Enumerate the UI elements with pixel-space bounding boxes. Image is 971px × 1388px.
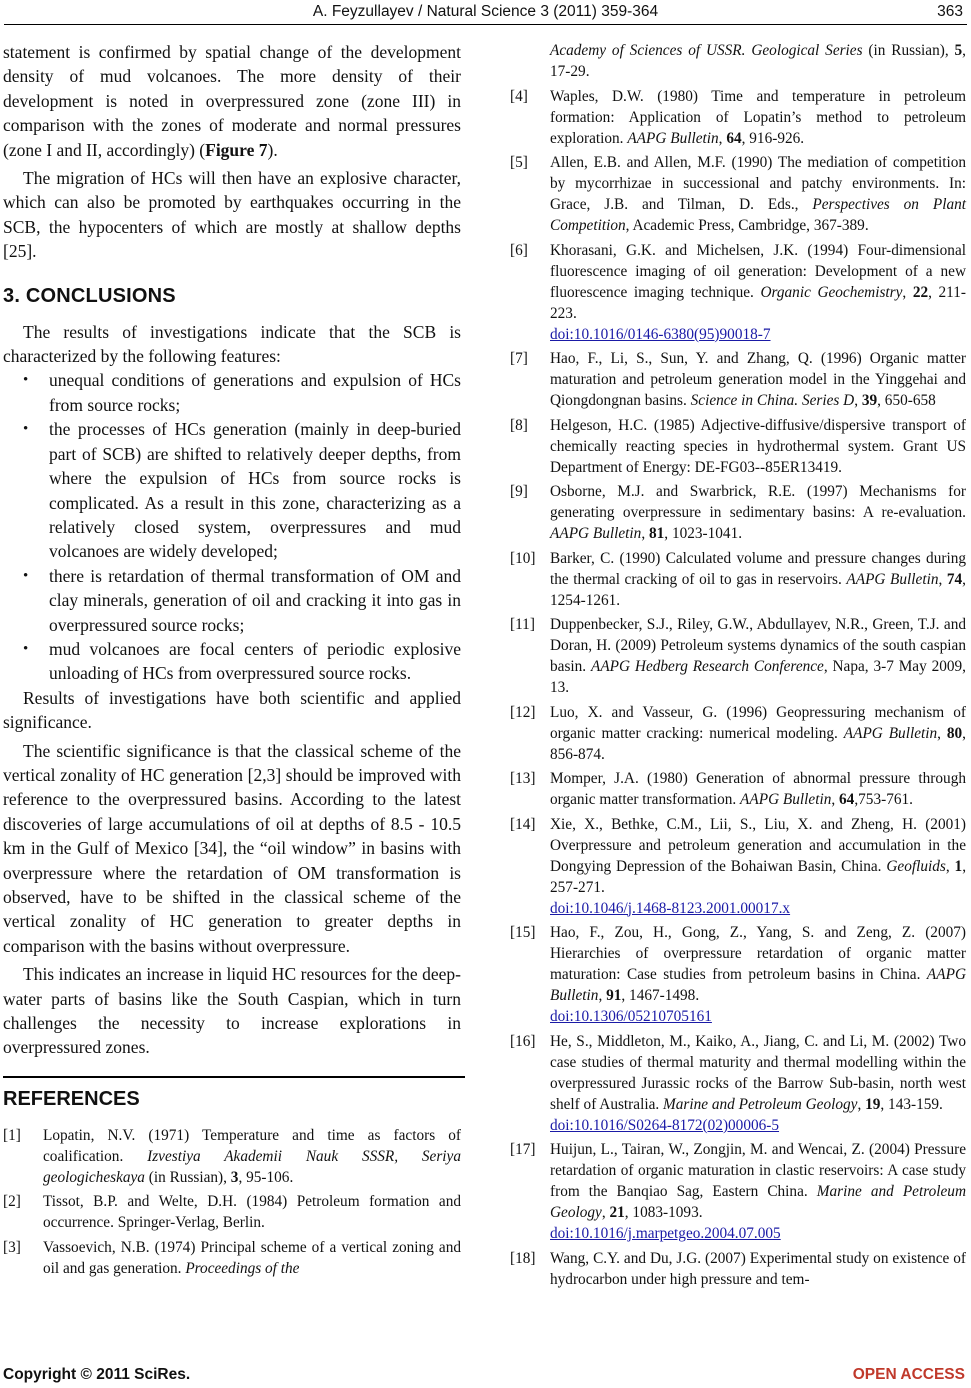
conclusions-list — [3, 368, 461, 685]
reference-text: Allen, E.B. and Allen, M.F. (1990) The mediation of competition by mycorrhizae in successional and patchy environments. In: Grace, J.B. and Tilman, D. Eds., Perspectives on Plant Competition, Academic Press, Cambridge, 367-389. — [550, 154, 967, 234]
reference-text: Luo, X. and Vasseur, G. (1996) Geopressuring mechanism of organic matter cracking: numerical modeling. AAPG Bulletin, 80, 856-874. — [550, 703, 966, 763]
doi-link[interactable]: doi:10.1046/j.1468-8123.2001.00017.x — [550, 899, 791, 917]
doi-link[interactable]: doi:10.1016/0146-6380(95)90018-7 — [550, 325, 771, 343]
reference-item — [510, 1139, 966, 1244]
reference-text: Xie, X., Bethke, C.M., Lii, S., Liu, X. and Zheng, H. (2001) Overpressure and petroleum generation and accumulation in the Dongying Depression of the Bohaiwan Basin, China. Geofluids, 1, 257-271. — [550, 815, 967, 896]
reference-number: [16] — [510, 1032, 536, 1050]
reference-number: [17] — [510, 1141, 536, 1158]
reference-item — [510, 348, 966, 411]
reference-number: [6] — [510, 241, 528, 259]
reference-number: [15] — [510, 924, 536, 941]
figure-link[interactable]: Figure 7 — [205, 139, 268, 160]
reference-item — [510, 481, 966, 544]
reference-text: Tissot, B.P. and Welte, D.H. (1984) Petroleum formation and occurrence. Springer-Verlag, Berlin. — [43, 1193, 461, 1232]
paragraph: The results of investigations indicate that the SCB is characterized by the following features: — [3, 321, 461, 367]
reference-number: [9] — [510, 483, 528, 500]
reference-item — [510, 614, 966, 698]
header-rule — [4, 24, 967, 25]
reference-item — [510, 152, 966, 236]
paragraph: Results of investigations have both scientific and applied significance. — [3, 687, 461, 733]
reference-text: Wang, C.Y. and Du, J.G. (2007) Experimental study on existence of hydrocarbon under high pressure and tem- — [550, 1249, 966, 1288]
reference-number: [1] — [3, 1126, 21, 1144]
reference-number: [11] — [510, 616, 535, 633]
reference-item — [3, 1191, 461, 1233]
page-number: 363 — [937, 3, 963, 20]
reference-number: [7] — [510, 350, 528, 367]
reference-number: [5] — [510, 154, 528, 171]
references-heading: REFERENCES — [3, 1087, 140, 1110]
reference-text: Momper, J.A. (1980) Generation of abnormal pressure through organic matter transformation. AAPG Bulletin, 64,753-761. — [550, 770, 966, 808]
reference-text: Helgeson, H.C. (1985) Adjective-diffusive/dispersive transport of chemically reacting species in hydrothermal system. Grant US Department of Energy: DE-FG03--85ER13419. — [550, 416, 966, 476]
reference-text: Hao, F., Li, S., Sun, Y. and Zhang, Q. (1996) Organic matter maturation and petroleum generation model in the Yinggehai and Qiongdongnan basins. Science in China. Series D, 39, 650-658 — [550, 350, 966, 409]
reference-text: Hao, F., Zou, H., Gong, Z., Yang, S. and Zeng, Z. (2007) Hierarchies of overpressure retardation of organic matter maturation: Case studies from petroleum basins in China. AAPG Bulletin, 91, 1467-1498. — [550, 924, 966, 1004]
reference-text: Khorasani, G.K. and Michelsen, J.K. (1994) Four-dimensional fluorescence imaging of oil generation: Development of a new fluorescence imaging technique. Organic Geochemistry, 22, 211-223. — [550, 241, 966, 322]
doi-link[interactable]: doi:10.1306/05210705161 — [550, 1008, 712, 1025]
reference-item — [510, 86, 966, 149]
reference-item — [510, 1248, 966, 1290]
paragraph: The migration of HCs will then have an explosive character, which can also be promoted by earthquakes occurring in the SCB, the hypocenters of which are mostly at shallow depths [25]. — [3, 168, 461, 262]
reference-item — [510, 415, 966, 478]
running-title: A. Feyzullayev / Natural Science 3 (2011) 359-364 — [312, 3, 659, 20]
reference-list-left — [3, 1125, 461, 1279]
reference-number: [10] — [510, 549, 536, 567]
reference-item — [510, 702, 966, 765]
reference-number: [14] — [510, 815, 536, 833]
reference-number: [3] — [3, 1238, 21, 1256]
section-heading: 3. CONCLUSIONS — [3, 284, 176, 307]
right-column — [510, 40, 966, 1293]
reference-text: Duppenbecker, S.J., Riley, G.W., Abdullayev, N.R., Green, T.J. and Doran, H. (2009) Petroleum systems dynamics of the south caspian basin. AAPG Hedberg Research Conference, Napa, 3-7 May 2009, 13. — [550, 616, 966, 696]
reference-item — [3, 1237, 461, 1279]
paragraph: This indicates an increase in liquid HC resources for the deep-water parts of basins like the South Caspian, which in turn challenges the necessity to increase explorations in overpressured zones. — [3, 964, 461, 1058]
reference-number: [4] — [510, 87, 528, 105]
references-rule — [3, 1076, 465, 1078]
reference-text: Osborne, M.J. and Swarbrick, R.E. (1997) Mechanisms for generating overpressure in sedimentary basins: A re-evaluation. AAPG Bulletin, 81, 1023-1041. — [550, 483, 966, 542]
reference-text: Huijun, L., Tairan, W., Zongjin, M. and Wencai, Z. (2004) Pressure retardation of organic maturation in clastic reservoirs: A case study from the Banqiao Sag, Eastern China. Marine and Petroleum Geology, 21, 1083-1093. — [550, 1141, 966, 1221]
reference-text: Barker, C. (1990) Calculated volume and pressure changes during the thermal cracking of oil to gas in reservoirs. AAPG Bulletin, 74, 1254-1261. — [550, 549, 966, 609]
reference-item — [3, 1125, 461, 1188]
reference-item — [510, 548, 966, 611]
paragraph: The scientific significance is that the classical scheme of the vertical zonality of HC generation [2,3] should be improved with reference to the overpressured basins. According to the latest discoveries of large accumulations of oil at depths of 8.5 - 10.5 km in the Gulf of Mexico [34], the “oil window” in basins with overpressure where the retardation of OM transformation is observed, have to be shifted in the classical scheme of the vertical zonality of HC generation to greater depths in comparison with the basins without overpressure. — [3, 740, 461, 956]
doi-link[interactable]: doi:10.1016/S0264-8172(02)00006-5 — [550, 1116, 780, 1134]
list-item: • mud volcanoes are focal centers of periodic explosive unloading of HCs from overpressured source rocks. — [3, 637, 461, 686]
list-item: • there is retardation of thermal transformation of OM and clay minerals, generation of oil and cracking it into gas in overpressured source rocks; — [3, 564, 461, 637]
reference-item — [510, 768, 966, 810]
reference-item — [510, 240, 966, 345]
reference-text: Academy of Sciences of USSR. Geological Series (in Russian), 5, 17-29. — [550, 42, 966, 80]
reference-item — [510, 1031, 966, 1136]
reference-list-right — [510, 40, 966, 1290]
reference-text: Vassoevich, N.B. (1974) Principal scheme of a vertical zoning and oil and gas generation. Proceedings of the — [43, 1238, 461, 1277]
paragraph: statement is confirmed by spatial change of the development density of mud volcanoes. The more density of their development is noted in overpressured zone (zone III) in comparison with the zones of moderate and normal pressures (zone I and II, accordingly) (Figure 7). — [3, 42, 461, 160]
reference-item — [510, 814, 966, 919]
doi-link[interactable]: doi:10.1016/j.marpetgeo.2004.07.005 — [550, 1225, 781, 1242]
list-item: • the processes of HCs generation (mainly in deep-buried part of SCB) are shifted to relatively deeper depths, from where the expulsion of HCs from source rocks is complicated. As a result in this zone, characterizing as a relatively closed system, overpressures and mud volcanoes are widely developed; — [3, 417, 461, 563]
reference-text: He, S., Middleton, M., Kaiko, A., Jiang, C. and Li, M. (2002) Two case studies of thermal maturity and thermal modelling within the overpressured Jurassic rocks of the Barrow Sub-basin, north west shelf of Australia. Marine and Petroleum Geology, 19, 143-159. — [550, 1032, 966, 1113]
left-column — [3, 40, 461, 1282]
reference-number: [12] — [510, 703, 536, 721]
reference-text: Waples, D.W. (1980) Time and temperature in petroleum formation: Application of Lopatin’s method to petroleum exploration. AAPG Bulletin, 64, 916-926. — [550, 87, 966, 147]
copyright-notice: Copyright © 2011 SciRes. — [3, 1366, 191, 1383]
reference-number: [13] — [510, 770, 536, 787]
reference-number: [18] — [510, 1249, 536, 1267]
reference-text: Lopatin, N.V. (1971) Temperature and time as factors of coalification. Izvestiya Akademii Nauk SSSR, Seriya geologicheskaya (in Russian), 3, 95-106. — [43, 1126, 461, 1186]
reference-item — [510, 40, 966, 82]
list-item: • unequal conditions of generations and expulsion of HCs from source rocks; — [3, 368, 461, 417]
open-access-label: OPEN ACCESS — [852, 1366, 965, 1383]
page-header — [0, 0, 971, 30]
reference-number: [8] — [510, 416, 528, 434]
reference-number: [2] — [3, 1193, 21, 1211]
reference-item — [510, 922, 966, 1027]
